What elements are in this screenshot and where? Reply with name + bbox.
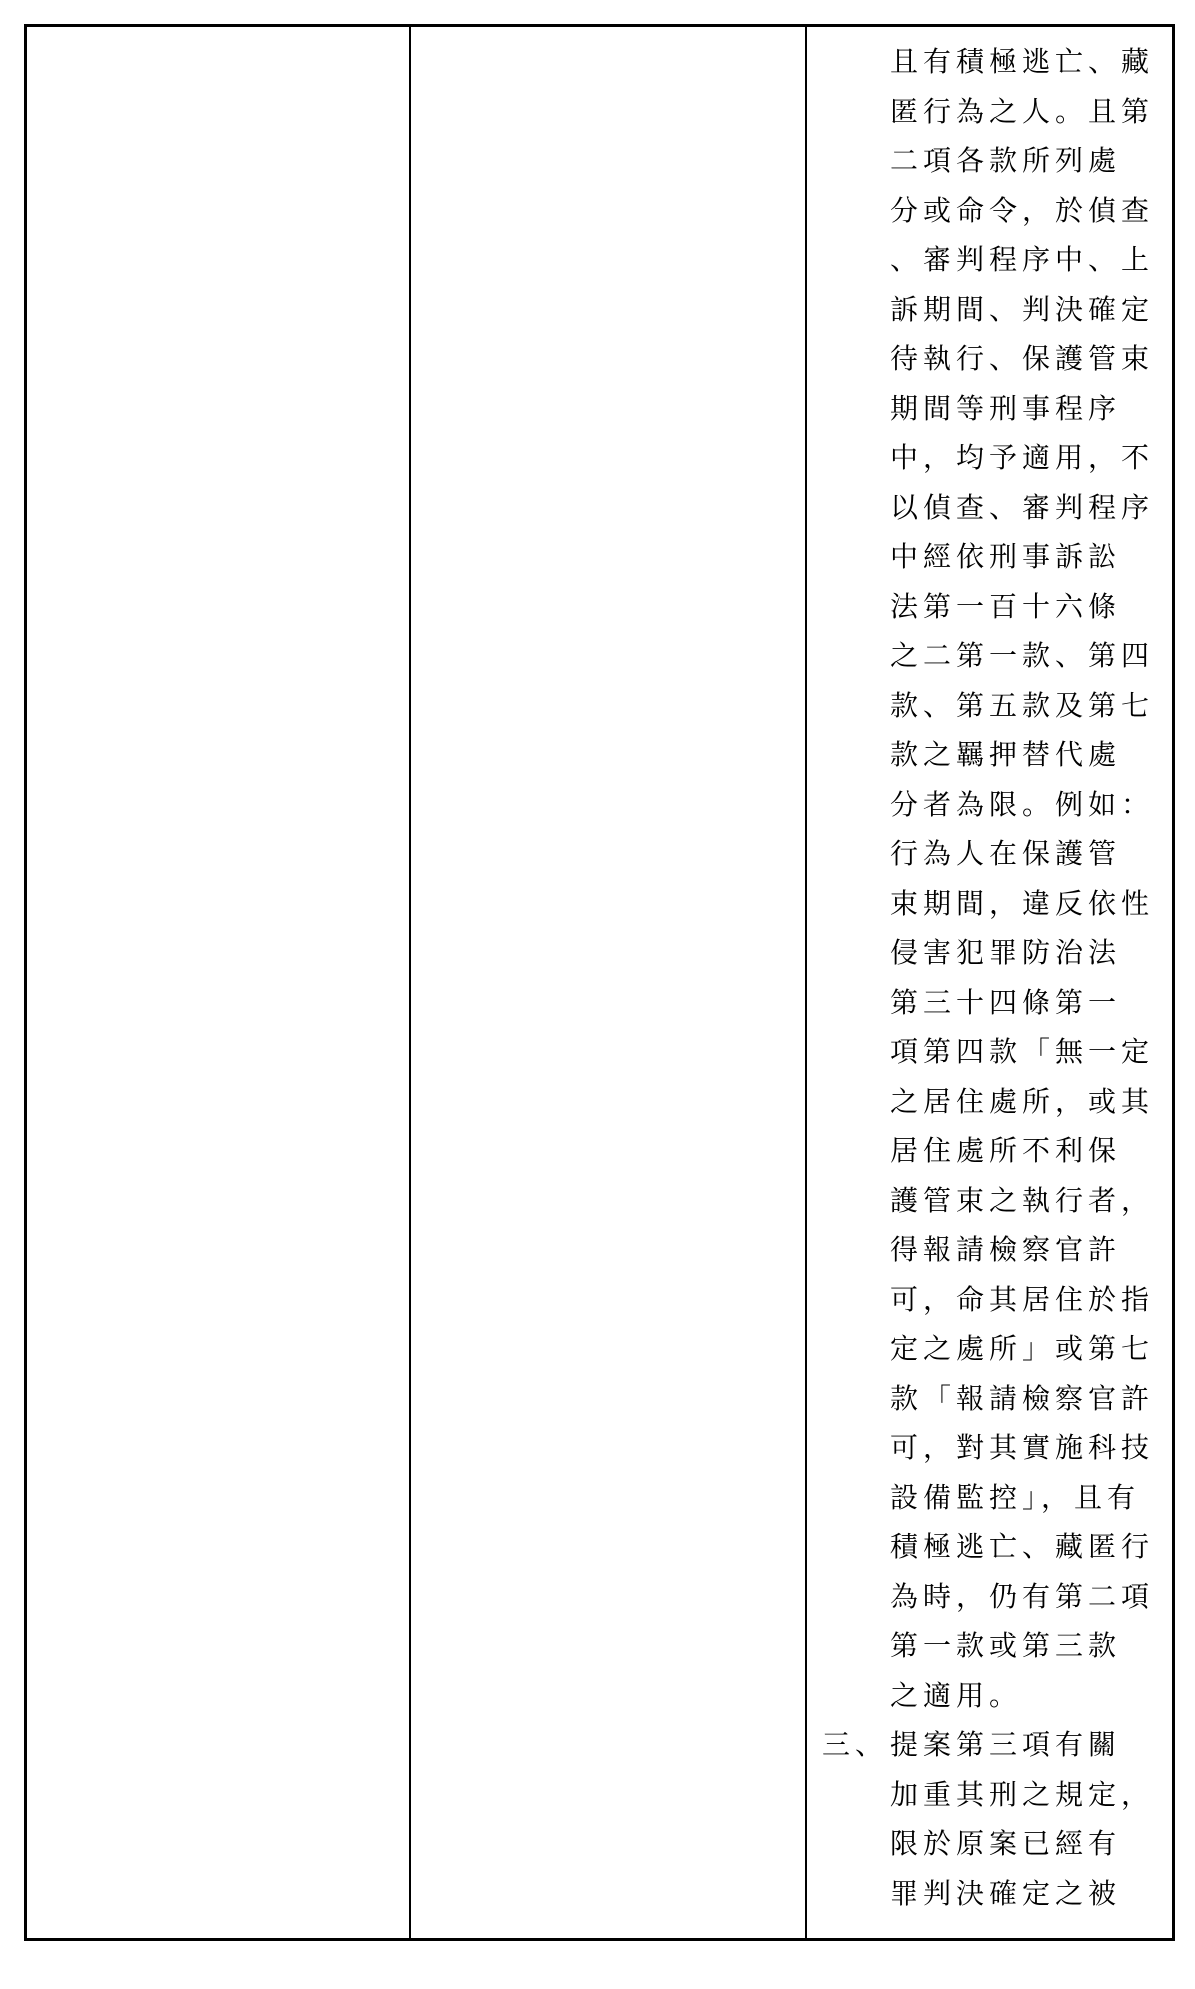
explanation-line-text: 中經依刑事訴訟 [890, 540, 1122, 573]
explanation-line-text: 罪判決確定之被 [890, 1876, 1122, 1910]
explanation-line [807, 1374, 1172, 1424]
explanation-line-text: 第一款或第三款 [890, 1629, 1122, 1662]
explanation-line [807, 186, 1172, 236]
explanation-line-text: 行為人在保護管 [890, 837, 1122, 870]
explanation-line-text: 束期間，違反依性 [890, 886, 1155, 920]
explanation-line-text: 匿行為之人。且第 [890, 94, 1155, 128]
explanation-line-text: 中，均予適用，不 [890, 441, 1155, 474]
explanation-line-text: 為時，仍有第二項 [890, 1579, 1155, 1613]
explanation-line [807, 1770, 1172, 1820]
explanation-line-text: 限於原案已經有 [890, 1827, 1122, 1860]
current-law-column [27, 27, 411, 1938]
explanation-line [807, 235, 1172, 285]
explanation-line-text: 二項各款所列處 [890, 144, 1122, 177]
explanation-line-text: 期間等刑事程序 [890, 391, 1122, 425]
explanation-line [807, 1225, 1172, 1275]
comparison-table [24, 24, 1175, 1941]
explanation-line [807, 136, 1172, 186]
explanation-line-text: 待執行、保護管束 [890, 342, 1155, 375]
explanation-line-text: 項第四款「無一定 [890, 1035, 1155, 1068]
explanation-line [807, 1522, 1172, 1572]
explanation-line-text: 侵害犯罪防治法 [890, 936, 1122, 969]
explanation-line-text: 款之羈押替代處 [890, 738, 1122, 771]
explanation-line-text: 之適用。 [890, 1678, 1023, 1712]
explanation-line [807, 532, 1172, 582]
explanation-line [807, 1572, 1172, 1622]
explanation-line-text: 可，命其居住於指 [890, 1282, 1155, 1316]
explanation-line [807, 87, 1172, 137]
explanation-line [807, 334, 1172, 384]
explanation-line-text: 設備監控」，且有 [890, 1480, 1141, 1514]
amendment-column [411, 27, 807, 1938]
explanation-line-text: 加重其刑之規定， [890, 1777, 1155, 1811]
explanation-line-text: 分或命令，於偵查 [890, 193, 1155, 227]
explanation-line [807, 829, 1172, 879]
explanation-line-text: 分者為限。例如： [890, 787, 1155, 821]
explanation-line-text: 款、第五款及第七 [890, 688, 1155, 722]
explanation-line-text: 以偵查、審判程序 [890, 490, 1155, 524]
explanation-line-text: 第三十四條第一 [890, 985, 1122, 1019]
explanation-line-text: 居住處所不利保 [890, 1134, 1122, 1167]
explanation-line-text: 積極逃亡、藏匿行 [890, 1530, 1155, 1563]
explanation-line-text: 可，對其實施科技 [890, 1431, 1155, 1464]
explanation-line [807, 1275, 1172, 1325]
explanation-line-text: 提案第三項有關 [890, 1728, 1122, 1761]
explanation-line [807, 1720, 1172, 1770]
explanation-line [807, 582, 1172, 632]
explanation-line [807, 1671, 1172, 1721]
explanation-line [807, 928, 1172, 978]
explanation-line [807, 1423, 1172, 1473]
explanation-line [807, 730, 1172, 780]
explanation-line-text: 護管束之執行者， [890, 1183, 1155, 1217]
explanation-line [807, 285, 1172, 335]
explanation-column [807, 27, 1172, 1938]
explanation-line [807, 1324, 1172, 1374]
explanation-line-text: 定之處所」或第七 [890, 1332, 1155, 1365]
explanation-line [807, 384, 1172, 434]
explanation-line [807, 681, 1172, 731]
explanation-line [807, 1077, 1172, 1127]
explanation-line [807, 37, 1172, 87]
explanation-line [807, 1621, 1172, 1671]
explanation-line-text: 、審判程序中、上 [890, 243, 1155, 276]
explanation-line [807, 1869, 1172, 1919]
explanation-line [807, 631, 1172, 681]
explanation-line [807, 1473, 1172, 1523]
explanation-line-text: 法第一百十六條 [890, 589, 1122, 623]
explanation-line [807, 978, 1172, 1028]
explanation-line-text: 且有積極逃亡、藏 [890, 45, 1155, 78]
explanation-text [807, 27, 1172, 1918]
explanation-line [807, 879, 1172, 929]
explanation-line [807, 1819, 1172, 1869]
item-number-marker: 三、 [822, 1728, 889, 1761]
explanation-line [807, 780, 1172, 830]
explanation-line [807, 1126, 1172, 1176]
explanation-line [807, 1176, 1172, 1226]
explanation-line-text: 款「報請檢察官許 [890, 1381, 1155, 1415]
explanation-line-text: 之二第一款、第四 [890, 639, 1155, 672]
explanation-line [807, 1027, 1172, 1077]
explanation-line [807, 483, 1172, 533]
explanation-line-text: 之居住處所，或其 [890, 1084, 1155, 1118]
explanation-line-text: 得報請檢察官許 [890, 1233, 1122, 1266]
explanation-line [807, 433, 1172, 483]
explanation-line-text: 訴期間、判決確定 [890, 292, 1155, 326]
